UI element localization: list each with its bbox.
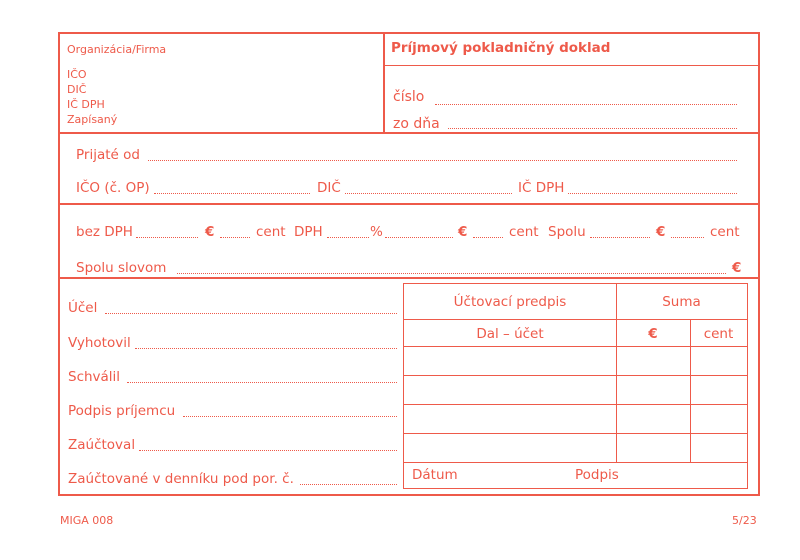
section-divider-2	[60, 203, 758, 205]
zo-dna-label: zo dňa	[393, 116, 440, 132]
ucel-label: Účel	[68, 300, 98, 316]
table-cell-ucet-3[interactable]	[405, 405, 615, 432]
header-suma: Suma	[662, 294, 701, 310]
dph-euro-field[interactable]	[385, 237, 453, 238]
table-cell-ucet-2[interactable]	[405, 376, 615, 403]
bez-dph-euro-field[interactable]	[136, 237, 198, 238]
table-cell-ucet-4[interactable]	[405, 434, 615, 461]
dic-label: DIČ	[67, 83, 87, 96]
sub-euro: €	[648, 326, 658, 342]
spolu-slovom-field[interactable]	[177, 273, 726, 274]
ic-dph-label: IČ DPH	[67, 98, 105, 111]
bez-dph-cent-field[interactable]	[220, 237, 250, 238]
dph-percent-field[interactable]	[327, 237, 369, 238]
zauctoval-label: Zaúčtoval	[68, 437, 136, 453]
spolu-cent-field[interactable]	[671, 237, 704, 238]
schvalil-field[interactable]	[127, 382, 397, 383]
received-ic-dph-field[interactable]	[568, 193, 737, 194]
ico-op-field[interactable]	[154, 193, 310, 194]
datum-label: Dátum	[412, 467, 458, 483]
zapisany-label: Zapísaný	[67, 113, 118, 126]
cislo-field[interactable]	[435, 104, 737, 105]
podpis-prijemcu-label: Podpis príjemcu	[68, 403, 176, 419]
podpis-prijemcu-field[interactable]	[183, 416, 397, 417]
spolu-label: Spolu	[548, 224, 586, 240]
dph-cent-field[interactable]	[473, 237, 503, 238]
dph-label: DPH	[294, 224, 323, 240]
table-cell-ucet-1[interactable]	[405, 347, 615, 374]
sub-cent: cent	[703, 326, 734, 342]
table-row-line-6	[404, 462, 747, 463]
prijate-od-field[interactable]	[148, 160, 737, 161]
vyhotovil-field[interactable]	[135, 348, 397, 349]
zauctoval-field[interactable]	[139, 450, 397, 451]
received-dic-field[interactable]	[345, 193, 512, 194]
zauctovane-label: Zaúčtované v denníku pod por. č.	[68, 471, 294, 487]
podpis-label: Podpis	[575, 467, 619, 483]
zo-dna-dots	[448, 128, 737, 129]
section-divider-3	[60, 277, 758, 279]
bez-dph-cent-label: cent	[256, 224, 286, 240]
ico-label: IČO	[67, 68, 87, 81]
zauctovane-field[interactable]	[300, 484, 397, 485]
bez-dph-euro-symbol: €	[205, 224, 215, 240]
bez-dph-label: bez DPH	[76, 224, 133, 240]
section-divider-1	[60, 132, 758, 134]
spolu-euro-field[interactable]	[590, 237, 650, 238]
spolu-cent-label: cent	[710, 224, 740, 240]
title-underline	[385, 65, 758, 66]
dph-euro-symbol: €	[458, 224, 468, 240]
accounting-table	[403, 283, 748, 489]
ico-op-label: IČO (č. OP)	[76, 180, 150, 196]
spolu-slovom-label: Spolu slovom	[76, 260, 167, 276]
percent-symbol: %	[370, 224, 383, 240]
cash-receipt-form	[58, 32, 760, 496]
header-divider	[383, 34, 385, 132]
table-col-divider-suma	[616, 284, 617, 462]
vyhotovil-label: Vyhotovil	[68, 335, 131, 351]
prijate-od-label: Prijaté od	[76, 147, 140, 163]
spolu-euro-symbol: €	[656, 224, 666, 240]
page-number: 5/23	[732, 514, 757, 527]
received-dic-label: DIČ	[317, 180, 341, 196]
dph-cent-label: cent	[509, 224, 539, 240]
cislo-label: číslo	[393, 89, 425, 105]
received-ic-dph-label: IČ DPH	[518, 180, 565, 196]
document-title: Príjmový pokladničný doklad	[391, 40, 611, 56]
schvalil-label: Schválil	[68, 369, 121, 385]
header-predpis: Účtovací predpis	[453, 294, 567, 310]
form-code: MIGA 008	[60, 514, 114, 527]
sub-dal-ucet: Dal – účet	[476, 326, 544, 342]
spolu-slovom-euro-symbol: €	[732, 260, 742, 276]
table-row-line-1	[404, 319, 747, 320]
ucel-field[interactable]	[105, 313, 397, 314]
org-label: Organizácia/Firma	[67, 43, 167, 56]
